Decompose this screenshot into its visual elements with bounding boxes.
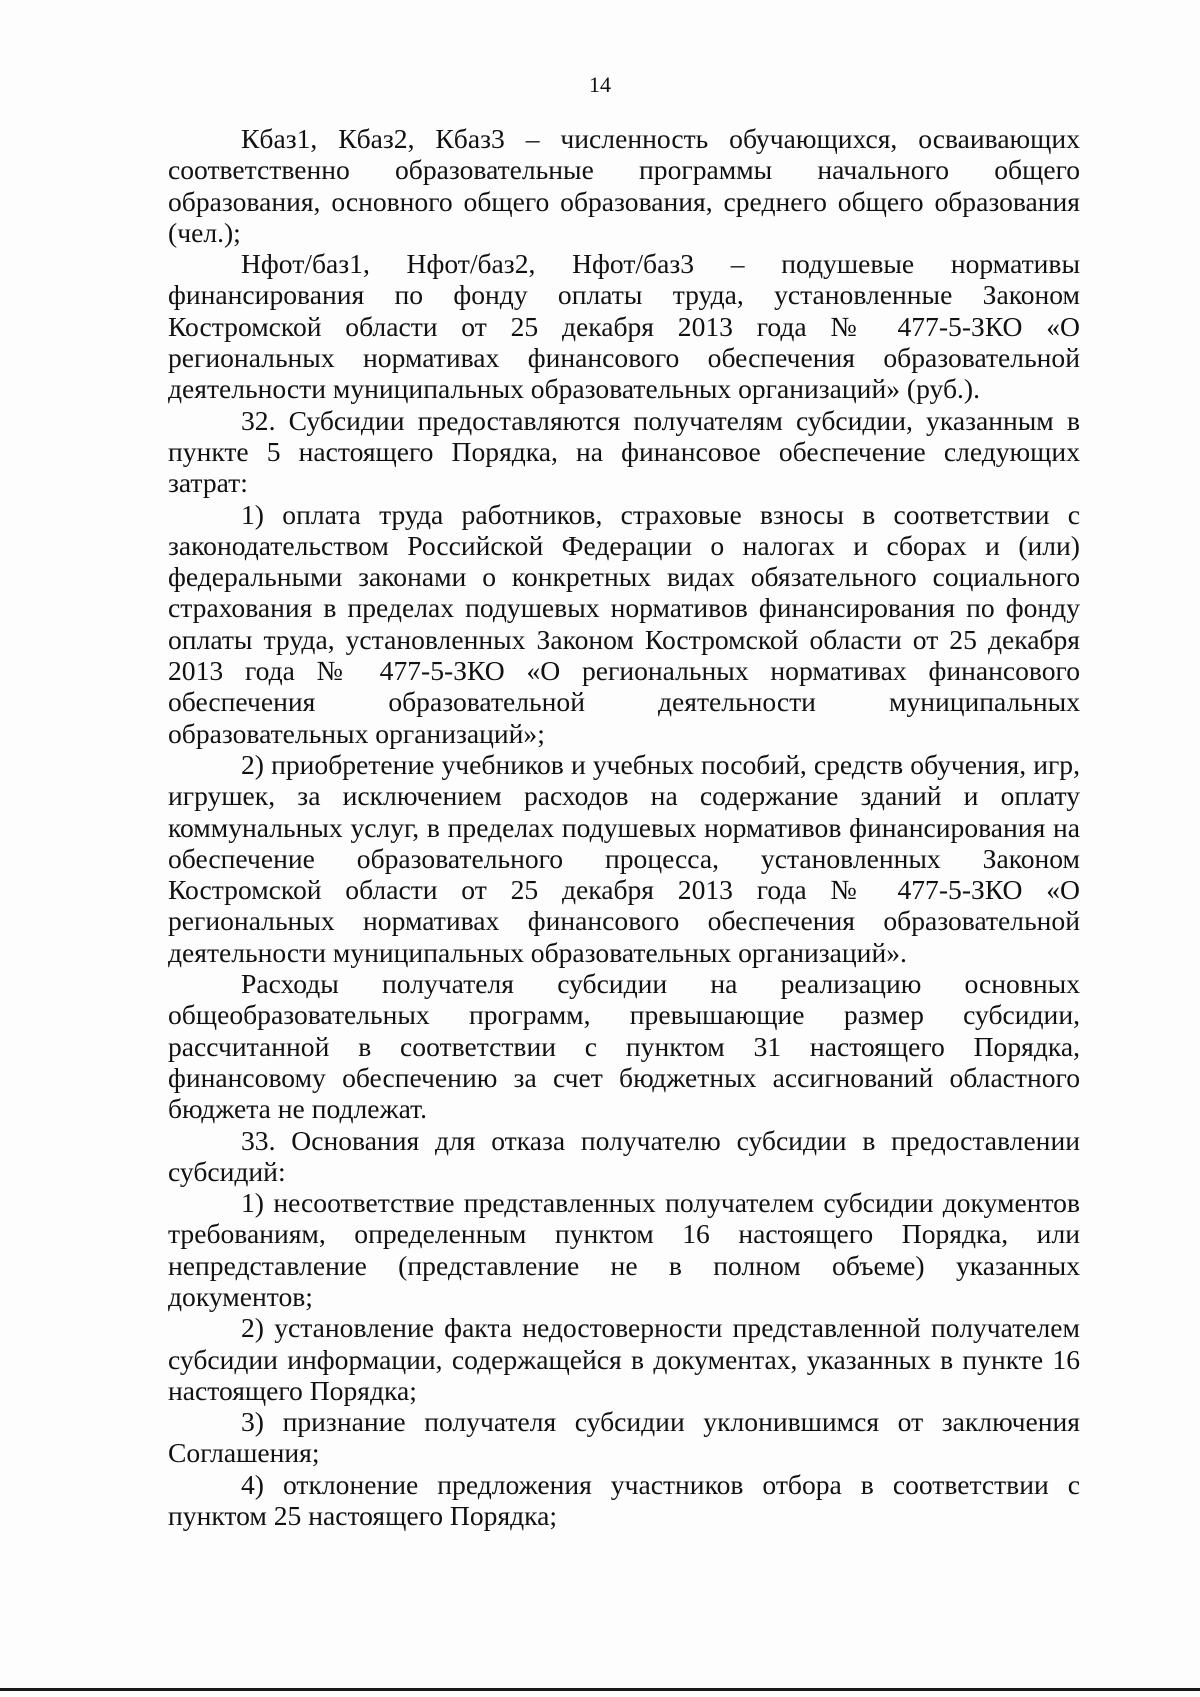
paragraph-clause-33-item-4: 4) отклонение предложения участников отбора в соответствии с пунктом 25 настоящего Порядка; bbox=[168, 1468, 1080, 1532]
paragraph-clause-32: 32. Субсидии предоставляются получателям субсидии, указанным в пункте 5 настоящего Порядка, на финансовое обеспечение следующих затрат: bbox=[168, 404, 1080, 499]
paragraph-clause-33: 33. Основания для отказа получателю субсидии в предоставлении субсидий: bbox=[168, 1124, 1080, 1187]
paragraph-expenses-note: Расходы получателя субсидии на реализацию основных общеобразовательных программ, превышающие размер субсидии, рассчитанной в соответствии с пунктом 31 настоящего Порядка, финансовому обеспечению за счет бюджетных ассигнований областного бюджета не подлежат. bbox=[168, 968, 1080, 1125]
paragraph-clause-33-item-1: 1) несоответствие представленных получателем субсидии документов требованиям, определенным пунктом 16 настоящего Порядка, или непредставление (представление не в полном объеме) указанных документов; bbox=[168, 1187, 1080, 1312]
paragraph-nfot-definition: Нфот/баз1, Нфот/баз2, Нфот/баз3 – подушевые нормативы финансирования по фонду оплаты труда, установленные Законом Костромской области от 25 декабря 2013 года № 477-5-ЗКО «О региональных нормативах финансового обеспечения образовательной деятельности муниципальных образовательных организаций» (руб.). bbox=[168, 248, 1080, 405]
paragraph-clause-33-item-3: 3) признание получателя субсидии уклонившимся от заключения Соглашения; bbox=[168, 1406, 1080, 1469]
paragraph-clause-33-item-2: 2) установление факта недостоверности представленной получателем субсидии информации, содержащейся в документах, указанных в пункте 16 настоящего Порядка; bbox=[168, 1312, 1080, 1406]
paragraph-clause-32-item-1: 1) оплата труда работников, страховые взносы в соответствии с законодательством Российской Федерации о налогах и сборах и (или) федеральными законами о конкретных видах обязательного социального страхования в пределах подушевых нормативов финансирования по фонду оплаты труда, установленных Законом Костромской области от 25 декабря 2013 года № 477-5-ЗКО «О региональных нормативах финансового обеспечения образовательной деятельности муниципальных образовательных организаций»; bbox=[168, 498, 1080, 749]
page-number: 14 bbox=[589, 72, 611, 97]
paragraph-kbaz-definition: Кбаз1, Кбаз2, Кбаз3 – численность обучающихся, осваивающих соответственно образовательные программы начального общего образования, основного общего образования, среднего общего образования (чел.); bbox=[168, 123, 1080, 248]
document-body bbox=[168, 123, 1080, 1531]
paragraph-clause-32-item-2: 2) приобретение учебников и учебных пособий, средств обучения, игр, игрушек, за исключением расходов на содержание зданий и оплату коммунальных услуг, в пределах подушевых нормативов финансирования на обеспечение образовательного процесса, установленных Законом Костромской области от 25 декабря 2013 года № 477-5-ЗКО «О региональных нормативах финансового обеспечения образовательной деятельности муниципальных образовательных организаций». bbox=[168, 748, 1080, 968]
page-bottom-border bbox=[0, 1688, 1200, 1691]
